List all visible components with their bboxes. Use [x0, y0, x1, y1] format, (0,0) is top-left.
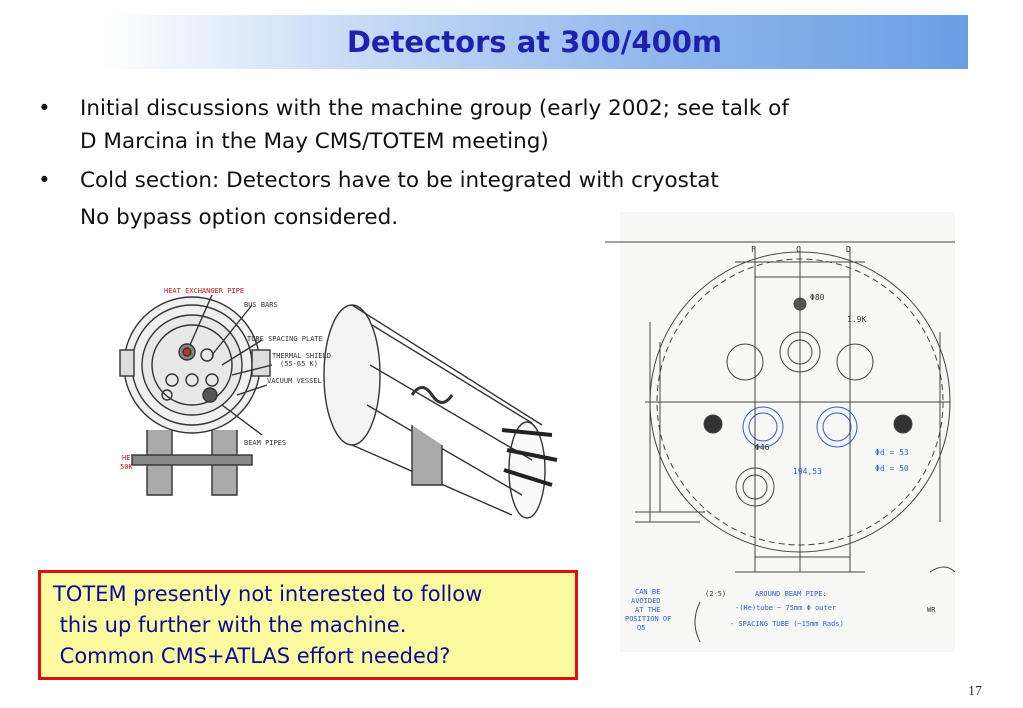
- drawing-label: F: [751, 245, 756, 254]
- drawing-label: TUBE SPACING PLATE: [247, 335, 323, 343]
- drawing-label: (55-65 K): [280, 360, 318, 368]
- note-line-1: TOTEM presently not interested to follow: [53, 582, 483, 606]
- bullet-2-line-1: Cold section: Detectors have to be integrated with cryostat: [80, 168, 719, 193]
- drawing-label: VACUUM VESSEL: [267, 377, 322, 385]
- drawing-label: AVOIDED: [631, 597, 661, 605]
- bullet-marker: •: [38, 96, 51, 121]
- bullet-1-line-2: D Marcina in the May CMS/TOTEM meeting): [80, 129, 549, 154]
- drawing-label: Q5: [637, 624, 646, 632]
- page-number: 17: [968, 684, 982, 699]
- slide-title: Detectors at 300/400m: [346, 25, 723, 59]
- drawing-label: Φd = 50: [875, 464, 909, 473]
- drawing-label: THERMAL SHIELD: [272, 352, 332, 360]
- drawing-label: BUS BARS: [244, 301, 278, 309]
- drawing-label: WR: [927, 606, 936, 614]
- bullet-item-2: [38, 164, 988, 197]
- cryostat-cross-section-drawing: [112, 255, 574, 520]
- bullet-1-line-1: Initial discussions with the machine group (early 2002; see talk of: [80, 96, 789, 121]
- note-line-2: this up further with the machine.: [53, 613, 407, 637]
- drawing-label: 50K: [120, 463, 133, 471]
- drawing-label: (2-5): [705, 590, 727, 598]
- bullet-item-1: [38, 92, 988, 158]
- cryostat-dimension-drawing: [605, 212, 955, 652]
- drawing-label: AROUND BEAM PIPE:: [755, 590, 827, 598]
- sub-text: No bypass option considered.: [80, 205, 399, 230]
- drawing-label: AT THE: [635, 606, 661, 614]
- drawing-label: -(He)tube ~ 75mm Φ outer: [735, 604, 837, 612]
- drawing-label: 194,53: [793, 467, 822, 476]
- drawing-label: 1.9K: [847, 315, 867, 324]
- drawing-label: Φ80: [810, 293, 825, 302]
- drawing-label: D: [846, 245, 851, 254]
- drawing-label: Φ46: [755, 443, 770, 452]
- drawing-label: HE: [122, 454, 131, 462]
- drawing-label: Φd = 53: [875, 448, 909, 457]
- drawing-label: POSITION OF: [625, 615, 672, 623]
- drawing-label: - SPACING TUBE (~15mm Rads): [730, 620, 844, 628]
- bullet-marker: •: [38, 168, 51, 193]
- drawing-label: CAN BE: [635, 588, 661, 596]
- note-line-3: Common CMS+ATLAS effort needed?: [53, 644, 451, 668]
- drawing-label: BEAM PIPES: [244, 439, 287, 447]
- note-box: [38, 570, 578, 680]
- drawing-label: C: [796, 245, 801, 254]
- title-bar: [101, 15, 968, 69]
- drawing-label: HEAT EXCHANGER PIPE: [164, 287, 245, 295]
